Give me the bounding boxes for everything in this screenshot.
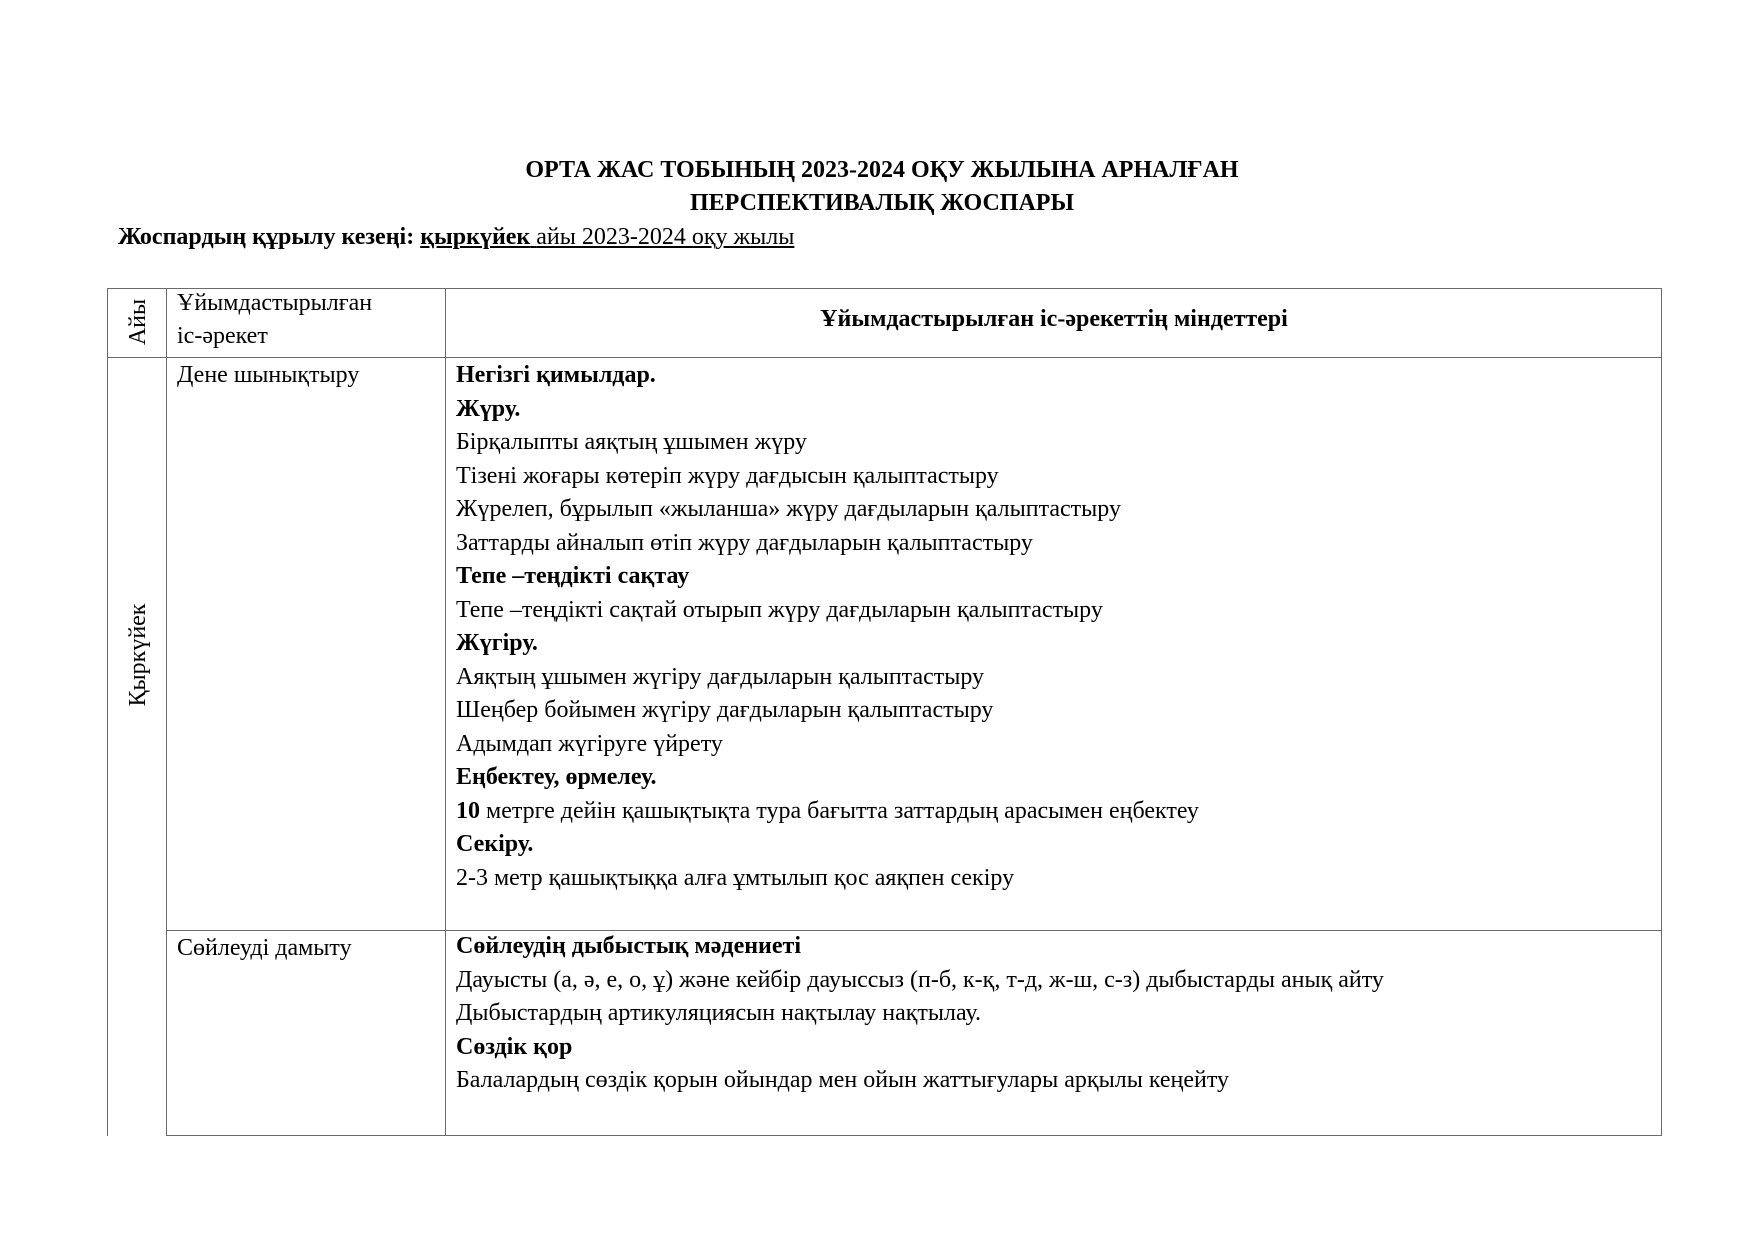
header-activity: [177, 287, 372, 353]
task-line: [456, 795, 1199, 829]
activity-cell-speech: Сөйлеуді дамыту: [177, 935, 352, 961]
task-line: Сөйлеудің дыбыстық мәдениеті: [456, 933, 801, 959]
table-divider-month: [166, 288, 167, 1136]
month-cell: Қыркүйек: [125, 603, 151, 707]
table-border-bottom: [166, 1135, 1662, 1136]
task-line: Бірқалыпты аяқтың ұшымен жүру: [456, 429, 807, 455]
table-border-right: [1661, 288, 1662, 1136]
plan-table: [107, 288, 1662, 1136]
document-title-line2: ПЕРСПЕКТИВАЛЫҚ ЖОСПАРЫ: [689, 190, 1075, 216]
table-border-left: [107, 288, 108, 1136]
plan-period-month: қыркүйек: [420, 224, 531, 250]
task-line: Шеңбер бойымен жүгіру дағдыларын қалыптастыру: [456, 697, 994, 723]
header-tasks: Ұйымдастырылған іс-әрекеттің міндеттері: [820, 306, 1288, 332]
document-title-line1: ОРТА ЖАС ТОБЫНЫҢ 2023-2024 ОҚУ ЖЫЛЫНА АРНАЛҒАН: [525, 157, 1239, 183]
task-line: Тізені жоғары көтеріп жүру дағдысын қалыптастыру: [456, 462, 999, 489]
task-line: Дауысты (а, ә, е, о, ұ) және кейбір дауыссыз (п-б, к-қ, т-д, ж-ш, с-з) дыбыстарды анық айту: [456, 966, 1384, 993]
tasks-cell-physical: [456, 359, 1199, 895]
task-line: Тепе –теңдікті сақтау: [456, 563, 690, 589]
tasks-cell-speech: [456, 930, 1384, 1098]
task-line: Секіру.: [456, 831, 534, 857]
task-line-number: 10: [456, 797, 480, 824]
task-line: Дыбыстардың артикуляциясын нақтылау нақтылау.: [456, 1000, 982, 1026]
task-line: Негізгі қимылдар.: [456, 362, 656, 388]
plan-period-rest: айы 2023-2024 оқу жылы: [536, 224, 795, 250]
header-month: Айы: [125, 298, 151, 346]
task-line: 2-3 метр қашықтыққа алға ұмтылып қос аяқпен секіру: [456, 864, 1015, 891]
task-line: Заттарды айналып өтіп жүру дағдыларын қалыптастыру: [456, 529, 1033, 556]
plan-period-label: Жоспардың құрылу кезеңі:: [118, 224, 415, 250]
table-divider-activity: [445, 288, 446, 1136]
task-line: Жүгіру.: [456, 630, 538, 656]
task-line: Аяқтың ұшымен жүгіру дағдыларын қалыптастыру: [456, 663, 985, 690]
task-line: Жүрелеп, бұрылып «жыланша» жүру дағдыларын қалыптастыру: [456, 496, 1121, 522]
task-line: Тепе –теңдікті сақтай отырып жүру дағдыларын қалыптастыру: [456, 596, 1103, 623]
activity-cell-physical: Дене шынықтыру: [177, 362, 360, 388]
task-line: Сөздік қор: [456, 1033, 573, 1060]
plan-period: [118, 222, 794, 252]
task-line: Балалардың сөздік қорын ойындар мен ойын жаттығулары арқылы кеңейту: [456, 1067, 1230, 1093]
header-activity-line1: Ұйымдастырылған: [177, 290, 373, 316]
task-line: Жүру.: [456, 395, 521, 422]
task-line: Адымдап жүгіруге үйрету: [456, 730, 723, 757]
task-line-text: метрге дейін қашықтықта тура бағытта заттардың арасымен еңбектеу: [480, 797, 1199, 824]
header-activity-line2: іс-әрекет: [177, 323, 268, 349]
task-line: Еңбектеу, өрмелеу.: [456, 764, 657, 790]
